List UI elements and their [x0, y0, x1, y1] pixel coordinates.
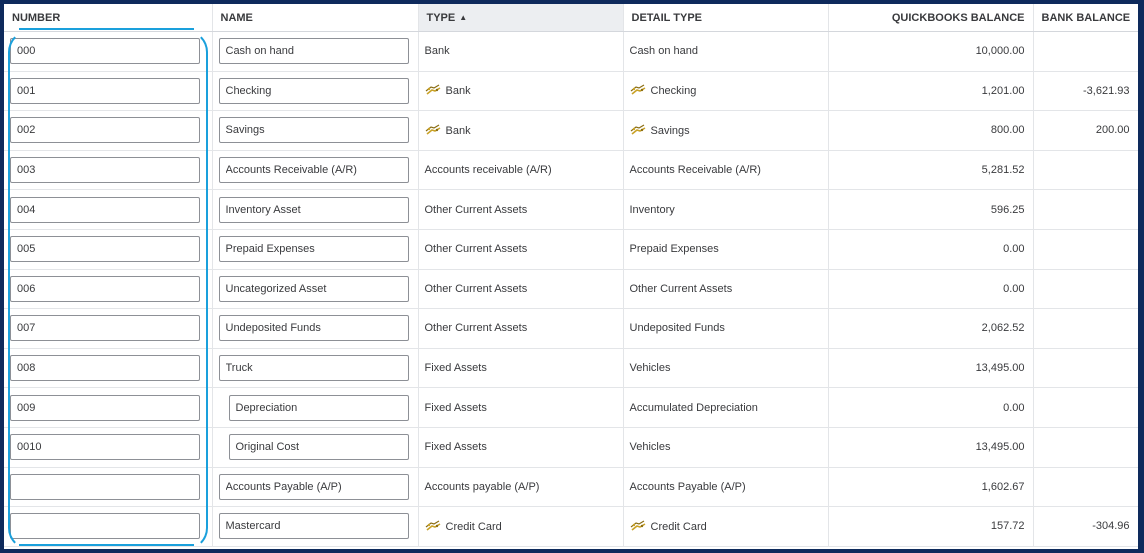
accounts-table — [4, 4, 1138, 547]
cell-name — [212, 269, 418, 309]
account-type: Fixed Assets — [424, 362, 487, 375]
cell-name — [212, 348, 418, 388]
account-detail-type: Accumulated Depreciation — [629, 401, 758, 414]
cell-number — [4, 150, 212, 190]
cell-detail-type — [623, 190, 828, 230]
account-detail-type: Vehicles — [629, 362, 671, 375]
cell-quickbooks-balance — [828, 269, 1033, 309]
table-row[interactable] — [4, 150, 1138, 190]
account-number-input[interactable] — [10, 38, 200, 64]
cell-type — [418, 467, 623, 507]
cell-name — [212, 467, 418, 507]
cell-number — [4, 71, 212, 111]
cell-type — [418, 507, 623, 547]
cell-name — [212, 388, 418, 428]
account-type: Fixed Assets — [424, 441, 487, 454]
quickbooks-balance-value: 10,000.00 — [975, 45, 1025, 58]
cell-quickbooks-balance — [828, 111, 1033, 151]
bank-connection-icon — [630, 84, 646, 96]
account-detail-type: Undeposited Funds — [629, 322, 725, 335]
quickbooks-balance-value: 1,602.67 — [981, 480, 1025, 493]
cell-number — [4, 348, 212, 388]
cell-quickbooks-balance — [828, 309, 1033, 349]
cell-name — [212, 71, 418, 111]
cell-quickbooks-balance — [828, 150, 1033, 190]
bank-connection-icon — [630, 520, 646, 532]
cell-name — [212, 190, 418, 230]
cell-quickbooks-balance — [828, 467, 1033, 507]
cell-number — [4, 229, 212, 269]
cell-type — [418, 427, 623, 467]
cell-detail-type — [623, 507, 828, 547]
account-number-input[interactable] — [10, 395, 200, 421]
cell-bank-balance — [1033, 427, 1138, 467]
cell-type — [418, 71, 623, 111]
account-name-input[interactable] — [229, 395, 409, 421]
account-detail-type: Vehicles — [629, 441, 671, 454]
account-type: Bank — [445, 124, 471, 137]
account-name-input[interactable] — [219, 474, 409, 500]
account-name-input[interactable] — [219, 236, 409, 262]
quickbooks-balance-value: 13,495.00 — [975, 441, 1025, 454]
account-type: Accounts receivable (A/R) — [424, 164, 552, 177]
column-header-bank-balance[interactable]: BANK BALANCE — [1033, 4, 1138, 32]
cell-bank-balance — [1033, 348, 1138, 388]
cell-detail-type — [623, 111, 828, 151]
account-number-input[interactable] — [10, 276, 200, 302]
account-name-input[interactable] — [219, 38, 409, 64]
account-detail-type: Savings — [650, 124, 690, 137]
table-row[interactable] — [4, 467, 1138, 507]
chart-of-accounts-panel — [4, 4, 1138, 549]
cell-detail-type — [623, 71, 828, 111]
account-detail-type: Credit Card — [650, 520, 707, 533]
cell-name — [212, 427, 418, 467]
bank-connection-icon — [425, 124, 441, 136]
account-detail-type: Accounts Receivable (A/R) — [629, 164, 761, 177]
cell-type — [418, 348, 623, 388]
cell-bank-balance — [1033, 150, 1138, 190]
cell-number — [4, 309, 212, 349]
cell-bank-balance — [1033, 111, 1138, 151]
table-header-row — [4, 4, 1138, 32]
cell-quickbooks-balance — [828, 348, 1033, 388]
account-number-input[interactable] — [10, 355, 200, 381]
quickbooks-balance-value: 0.00 — [1003, 282, 1025, 295]
quickbooks-balance-value: 1,201.00 — [981, 84, 1025, 97]
account-type: Other Current Assets — [424, 322, 528, 335]
account-number-input[interactable] — [10, 78, 200, 104]
bank-connection-icon — [425, 84, 441, 96]
cell-number — [4, 388, 212, 428]
account-number-input[interactable] — [10, 157, 200, 183]
cell-type — [418, 388, 623, 428]
account-name-input[interactable] — [219, 355, 409, 381]
cell-quickbooks-balance — [828, 32, 1033, 72]
bank-balance-value: 200.00 — [1095, 124, 1130, 137]
cell-detail-type — [623, 427, 828, 467]
account-number-input[interactable] — [10, 434, 200, 460]
account-name-input[interactable] — [219, 513, 409, 539]
cell-bank-balance — [1033, 507, 1138, 547]
cell-name — [212, 229, 418, 269]
quickbooks-balance-value: 0.00 — [1003, 401, 1025, 414]
account-detail-type: Inventory — [629, 203, 675, 216]
bank-connection-icon — [630, 124, 646, 136]
account-type: Accounts payable (A/P) — [424, 480, 540, 493]
table-row[interactable] — [4, 190, 1138, 230]
quickbooks-balance-value: 800.00 — [990, 124, 1025, 137]
quickbooks-balance-value: 0.00 — [1003, 243, 1025, 256]
cell-bank-balance — [1033, 309, 1138, 349]
cell-type — [418, 111, 623, 151]
quickbooks-balance-value: 2,062.52 — [981, 322, 1025, 335]
account-type: Other Current Assets — [424, 282, 528, 295]
cell-detail-type — [623, 467, 828, 507]
account-number-input[interactable] — [10, 474, 200, 500]
table-row[interactable] — [4, 507, 1138, 547]
cell-number — [4, 32, 212, 72]
account-name-input[interactable] — [219, 78, 409, 104]
cell-name — [212, 309, 418, 349]
cell-number — [4, 190, 212, 230]
table-row[interactable] — [4, 229, 1138, 269]
cell-quickbooks-balance — [828, 71, 1033, 111]
cell-bank-balance — [1033, 32, 1138, 72]
quickbooks-balance-value: 13,495.00 — [975, 362, 1025, 375]
quickbooks-balance-value: 596.25 — [990, 203, 1025, 216]
account-type: Credit Card — [445, 520, 502, 533]
cell-bank-balance — [1033, 229, 1138, 269]
account-number-input[interactable] — [10, 197, 200, 223]
account-number-input[interactable] — [10, 513, 200, 539]
cell-detail-type — [623, 309, 828, 349]
sort-ascending-icon: ▲ — [459, 12, 468, 22]
account-detail-type: Other Current Assets — [629, 282, 733, 295]
cell-type — [418, 150, 623, 190]
cell-detail-type — [623, 269, 828, 309]
account-name-input[interactable] — [219, 117, 409, 143]
bank-connection-icon — [425, 520, 441, 532]
account-detail-type: Checking — [650, 85, 697, 98]
cell-number — [4, 467, 212, 507]
cell-type — [418, 190, 623, 230]
cell-detail-type — [623, 32, 828, 72]
account-name-input[interactable] — [229, 434, 409, 460]
cell-bank-balance — [1033, 467, 1138, 507]
account-detail-type: Prepaid Expenses — [629, 243, 719, 256]
table-row[interactable] — [4, 348, 1138, 388]
column-header-number[interactable]: NUMBER — [4, 4, 212, 32]
quickbooks-balance-value: 5,281.52 — [981, 164, 1025, 177]
cell-type — [418, 32, 623, 72]
account-name-input[interactable] — [219, 157, 409, 183]
account-name-input[interactable] — [219, 276, 409, 302]
cell-bank-balance — [1033, 269, 1138, 309]
cell-type — [418, 229, 623, 269]
table-row[interactable] — [4, 309, 1138, 349]
cell-bank-balance — [1033, 190, 1138, 230]
table-row[interactable] — [4, 427, 1138, 467]
column-header-quickbooks-balance[interactable]: QUICKBOOKS BALANCE — [828, 4, 1033, 32]
cell-quickbooks-balance — [828, 427, 1033, 467]
cell-quickbooks-balance — [828, 190, 1033, 230]
cell-quickbooks-balance — [828, 388, 1033, 428]
account-type: Other Current Assets — [424, 203, 528, 216]
cell-bank-balance — [1033, 388, 1138, 428]
account-type: Bank — [445, 85, 471, 98]
cell-type — [418, 269, 623, 309]
cell-name — [212, 150, 418, 190]
cell-type — [418, 309, 623, 349]
account-detail-type: Accounts Payable (A/P) — [629, 480, 746, 493]
table-row[interactable] — [4, 32, 1138, 72]
cell-detail-type — [623, 150, 828, 190]
cell-number — [4, 507, 212, 547]
cell-quickbooks-balance — [828, 229, 1033, 269]
cell-name — [212, 507, 418, 547]
account-number-input[interactable] — [10, 236, 200, 262]
column-header-detail-type[interactable]: DETAIL TYPE — [623, 4, 828, 32]
column-header-name[interactable]: NAME — [212, 4, 418, 32]
account-number-input[interactable] — [10, 315, 200, 341]
bank-balance-value: -3,621.93 — [1083, 84, 1130, 97]
column-header-type[interactable]: TYPE ▲ — [418, 4, 623, 32]
cell-number — [4, 111, 212, 151]
cell-number — [4, 269, 212, 309]
account-detail-type: Cash on hand — [629, 45, 698, 58]
table-row[interactable] — [4, 269, 1138, 309]
cell-detail-type — [623, 388, 828, 428]
account-type: Bank — [424, 45, 450, 58]
cell-quickbooks-balance — [828, 507, 1033, 547]
cell-detail-type — [623, 229, 828, 269]
account-type: Other Current Assets — [424, 243, 528, 256]
cell-name — [212, 32, 418, 72]
account-type: Fixed Assets — [424, 401, 487, 414]
bank-balance-value: -304.96 — [1092, 520, 1130, 533]
cell-bank-balance — [1033, 71, 1138, 111]
account-number-input[interactable] — [10, 117, 200, 143]
table-row[interactable] — [4, 388, 1138, 428]
cell-name — [212, 111, 418, 151]
table-row[interactable] — [4, 71, 1138, 111]
cell-number — [4, 427, 212, 467]
account-name-input[interactable] — [219, 315, 409, 341]
cell-detail-type — [623, 348, 828, 388]
quickbooks-balance-value: 157.72 — [990, 520, 1025, 533]
account-name-input[interactable] — [219, 197, 409, 223]
table-row[interactable] — [4, 111, 1138, 151]
